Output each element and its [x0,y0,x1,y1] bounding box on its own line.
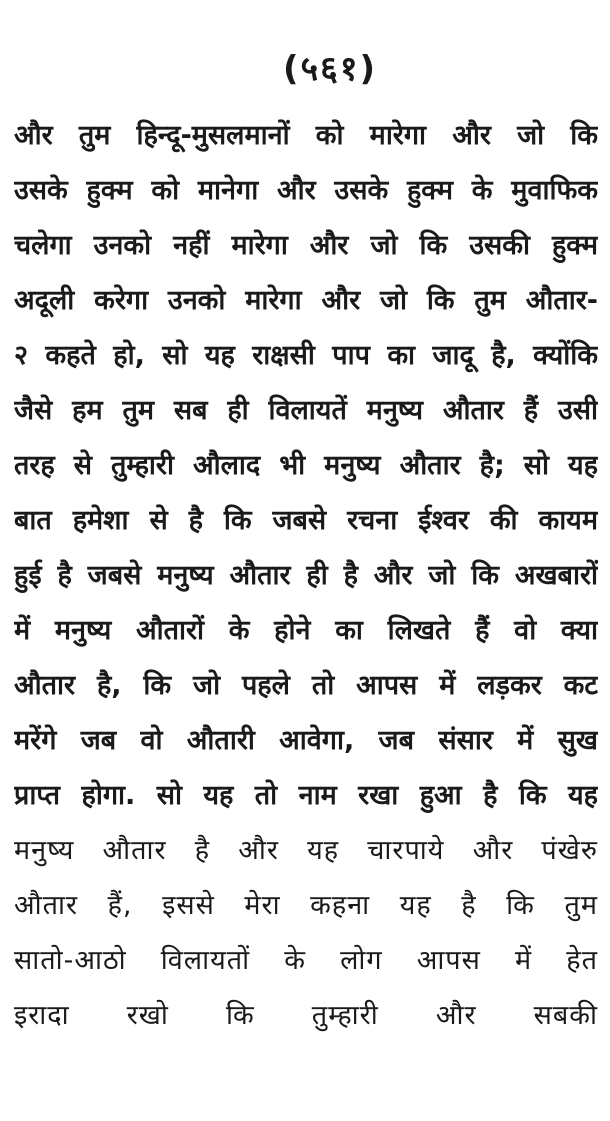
text-line: हुई है जबसे मनुष्य औतार ही है और जो कि अखबारों [14,560,598,591]
body-text [14,108,598,1043]
text-line: औतार हैं, इससे मेरा कहना यह है कि तुम [14,890,598,921]
text-line: तरह से तुम्हारी औलाद भी मनुष्य औतार है; सो यह [14,450,598,481]
text-line: चलेगा उनको नहीं मारेगा और जो कि उसकी हुक्म [14,230,598,261]
text-line: सातो-आठो विलायतों के लोग आपस में हेत [14,945,598,976]
text-line: प्राप्त होगा. सो यह तो नाम रखा हुआ है कि यह [14,780,598,811]
text-line: २ कहते हो, सो यह राक्षसी पाप का जादू है, क्योंकि [14,340,598,371]
text-line: औतार है, कि जो पहले तो आपस में लड़कर कट [14,670,598,701]
text-line: मनुष्य औतार है और यह चारपाये और पंखेरु [14,835,598,866]
text-line: उसके हुक्म को मानेगा और उसके हुक्म के मुवाफिक [14,175,598,206]
text-line: और तुम हिन्दू-मुसलमानों को मारेगा और जो कि [14,120,598,151]
text-line: जैसे हम तुम सब ही विलायतें मनुष्य औतार हैं उसी [14,395,598,426]
text-line: अदूली करेगा उनको मारेगा और जो कि तुम औतार- [14,285,598,316]
text-line: बात हमेशा से है कि जबसे रचना ईश्वर की कायम [14,505,598,536]
page-number: (५६१) [282,49,378,89]
text-line-last: इरादा रखो कि तुम्हारी और सबकी [14,1000,598,1031]
text-line: में मनुष्य औतारों के होने का लिखते हैं वो क्या [14,615,598,646]
text-line: मरेंगे जब वो औतारी आवेगा, जब संसार में सुख [14,725,598,756]
